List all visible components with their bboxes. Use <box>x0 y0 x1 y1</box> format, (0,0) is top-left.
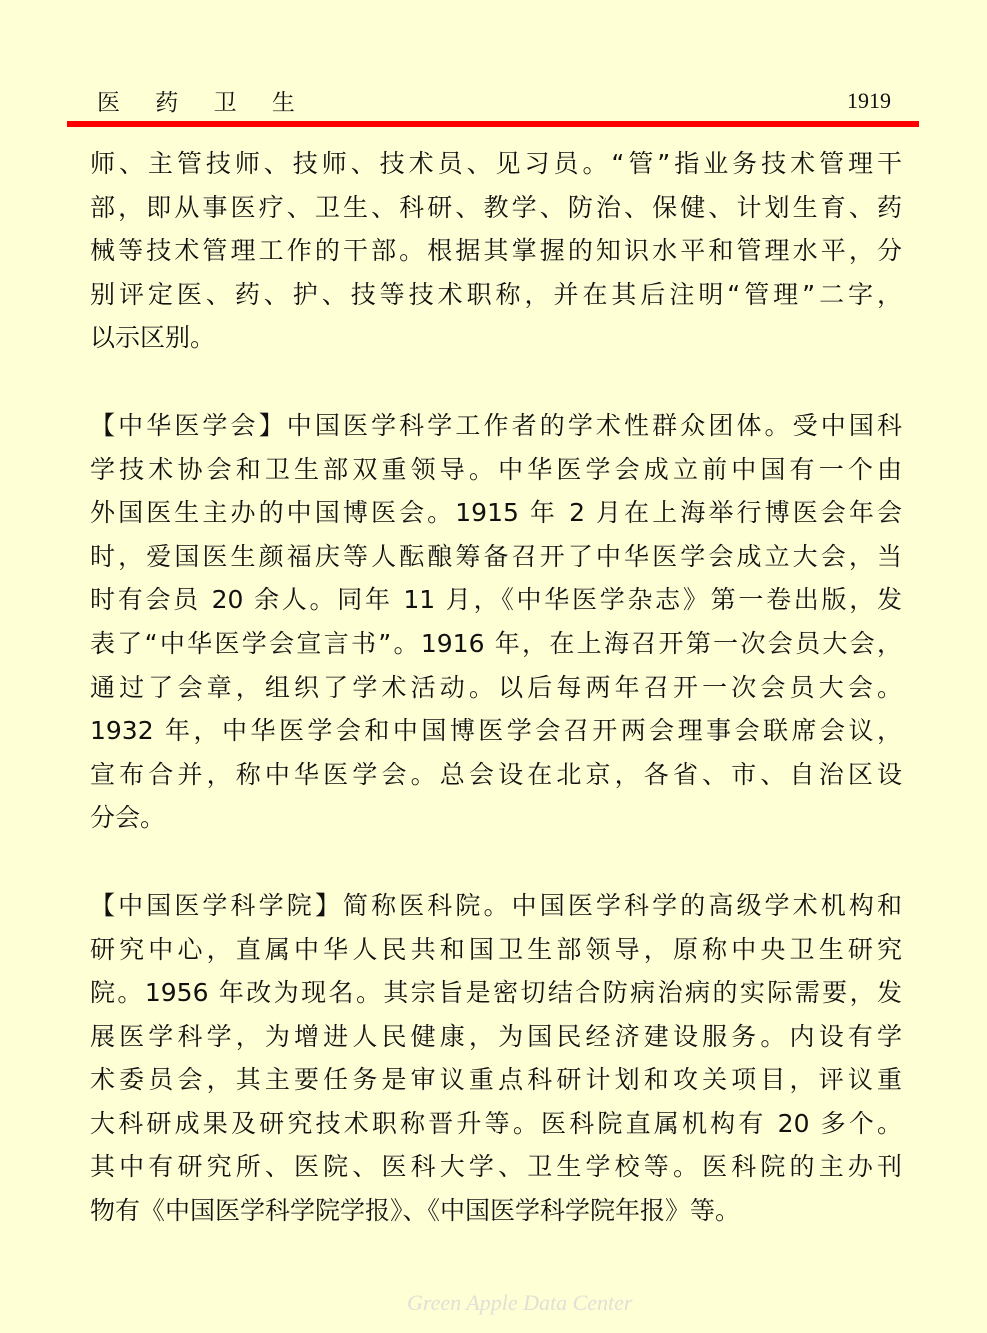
text-line: 研究中心，直属中华人民共和国卫生部领导，原称中央卫生研究 <box>90 934 902 964</box>
page-number: 1919 <box>847 88 891 113</box>
section-title: 医 药 卫 生 <box>97 90 309 116</box>
text-line: 别评定医、药、护、技等技术职称，并在其后注明“管理”二字， <box>90 279 902 309</box>
text-line: 其中有研究所、医院、医科大学、卫生学校等。医科院的主办刊 <box>90 1152 902 1182</box>
text-line: 【中华医学会】中国医学科学工作者的学术性群众团体。受中国科 <box>90 410 902 440</box>
text-line: 分会。 <box>90 803 166 833</box>
text-line: 师、主管技师、技师、技术员、见习员。“管”指业务技术管理干 <box>90 149 902 178</box>
text-line: 部，即从事医疗、卫生、科研、教学、防治、保健、计划生育、药 <box>90 192 902 222</box>
paragraph <box>90 884 902 1233</box>
text-line: 械等技术管理工作的干部。根据其掌握的知识水平和管理水平，分 <box>90 236 902 266</box>
text-line: 大科研成果及研究技术职称晋升等。医科院直属机构有 20 多个。 <box>90 1108 902 1138</box>
text-line: 1932 年，中华医学会和中国博医学会召开两会理事会联席会议， <box>90 716 902 746</box>
text-line: 学技术协会和卫生部双重领导。中华医学会成立前中国有一个由 <box>90 454 902 484</box>
paragraph <box>90 142 902 360</box>
text-line: 时，爱国医生颜福庆等人酝酿筹备召开了中华医学会成立大会，当 <box>90 541 902 571</box>
text-line: 展医学科学，为增进人民健康，为国民经济建设服务。内设有学 <box>90 1021 902 1051</box>
text-line: 宣布合并，称中华医学会。总会设在北京，各省、市、自治区设 <box>90 759 902 789</box>
text-line: 以示区别。 <box>90 323 216 353</box>
page-body <box>90 142 902 1277</box>
text-line: 院。1956 年改为现名。其宗旨是密切结合防病治病的实际需要，发 <box>90 978 902 1008</box>
text-line: 表了“中华医学会宣言书”。1916 年，在上海召开第一次会员大会， <box>90 628 902 658</box>
text-line: 通过了会章，组织了学术活动。以后每两年召开一次会员大会。 <box>90 672 902 702</box>
text-line: 外国医生主办的中国博医会。1915 年 2 月在上海举行博医会年会 <box>90 498 902 528</box>
paragraph <box>90 404 902 840</box>
text-line: 时有会员 20 余人。同年 11 月，《中华医学杂志》第一卷出版，发 <box>90 585 902 615</box>
text-line: 【中国医学科学院】简称医科院。中国医学科学的高级学术机构和 <box>90 890 902 920</box>
text-line: 物有《中国医学科学院学报》、《中国医学科学院年报》等。 <box>90 1196 741 1226</box>
text-line: 术委员会，其主要任务是审议重点科研计划和攻关项目，评议重 <box>90 1065 902 1095</box>
header-rule <box>67 121 919 127</box>
watermark: Green Apple Data Center <box>407 1290 633 1315</box>
